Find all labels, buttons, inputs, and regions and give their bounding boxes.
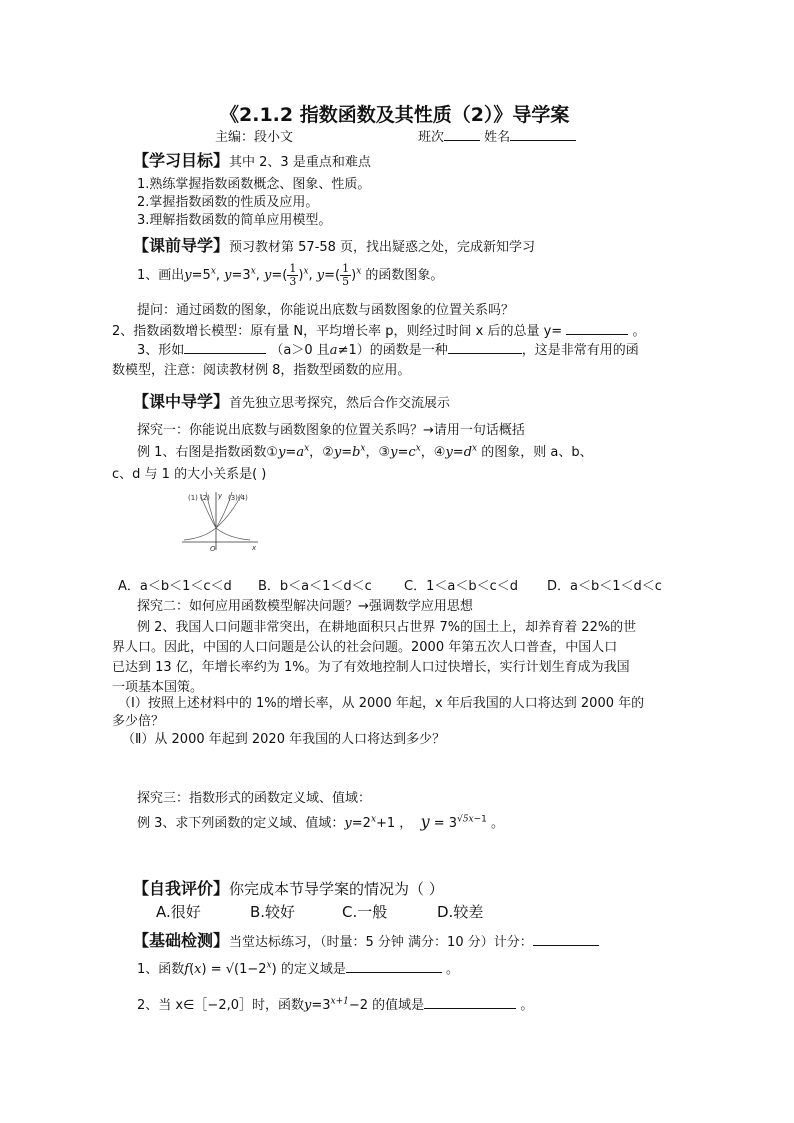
self-heading: 【自我评价】 [133,879,230,898]
explore1: 探究一：你能说出底数与函数图象的位置关系吗？→请用一句话概括 [137,423,525,438]
self-option-a[interactable]: A.很好 [156,903,201,921]
option-a[interactable]: A．a＜b＜1＜c＜d [118,579,232,594]
explore2: 探究二：如何应用函数模型解决问题？→强调数学应用思想 [137,599,473,614]
class-blank[interactable] [444,127,480,141]
q3-blank-1[interactable] [184,340,266,354]
score-blank[interactable] [533,932,599,946]
page-title: 《2.1.2 指数函数及其性质（2）》导学案 [220,104,570,126]
example1: 例 1、右图是指数函数$①y=a^x$，$②y=b^x$，$③y=c^x$，$④y=d^x$ 的图象，则 a、b、 [137,443,593,460]
pre-q1-question: 提问：通过函数的图象，你能说出底数与函数图象的位置关系吗？ [137,303,515,318]
pre-q3: 3、形如 （a＞0 且a≠1）的函数是一种 ，这是非常有用的函 [137,339,639,358]
objective-item: 2.掌握指数函数的性质及应用。 [137,195,319,210]
graph-label: (1) [188,494,198,502]
example2-line: 例 2、我国人口问题非常突出，在耕地面积只占世界 7%的国土上，却养育着 22%的世 [137,620,637,635]
pre-q1: 1、画出$y=5^x$, $y=3^x$, y=( $\frac{1}{3}$ )$^x$, y=( $\frac{1}{5}$ )$^x$ 的函数图象。 [137,262,444,288]
pre-section [133,233,535,256]
objective-item: 3.理解指数函数的简单应用模型。 [137,213,332,228]
example2-line: 界人口。因此，中国的人口问题是公认的社会问题。2000 年第五次人口普查，中国人口 [112,640,618,655]
pre-heading: 【课前导学】 [133,236,230,255]
mid-section [133,389,450,412]
graph-label: O [210,545,216,552]
self-option-d[interactable]: D.较差 [437,903,484,921]
check-q2: 2、当 x∈［−2,0］时，函数$y=3^{x+1}-2$ 的值域是 。 [137,996,534,1013]
objective-item: 1.熟练掌握指数函数概念、图象、性质。 [137,177,371,192]
header-class [418,126,576,145]
graph-label: (3)(4) [228,494,248,502]
check-q1-blank[interactable] [346,959,442,973]
check-q1: 1、函数$f(x) = √(1-2^x)$ 的定义域是 。 [137,960,459,977]
option-c[interactable]: C．1＜a＜b＜c＜d [404,579,518,594]
q3-blank-2[interactable] [448,340,522,354]
example1-cont: c、d 与 1 的大小关系是( ) [112,467,267,482]
check-note: 当堂达标练习，（时量：5 分钟 满分：10 分）计分： [229,935,533,950]
mid-heading: 【课中导学】 [133,392,230,411]
pre-q3-cont: 数模型，注意：阅读教材例 8，指数型函数的应用。 [112,363,411,378]
graph-label: y [218,492,223,500]
pre-q2: 2、指数函数增长模型：原有量 N，平均增长率 p，则经过时间 x 后的总量 y= 。 [112,320,645,339]
example2-q1: （Ⅰ）按照上述材料中的 1%的增长率，从 2000 年起，x 年后我国的人口将达到 2000 年的 [118,696,645,711]
self-option-c[interactable]: C.一般 [342,903,388,921]
header-editor: 主编：段小文 [215,130,294,145]
self-section [133,876,444,899]
class-label: 班次 [418,130,445,145]
example2-line: 已达到 13 亿，年增长率约为 1%。为了有效地控制人口过快增长，实行计划生育成为我国 [112,660,630,675]
check-q2-blank[interactable] [424,995,516,1009]
example2-q1-cont: 多少倍？ [112,714,165,729]
objectives-section [133,148,371,171]
exponential-graph [180,490,260,552]
q2-blank[interactable] [566,321,628,335]
check-section [133,928,599,951]
example2-line: 一项基本国策。 [112,680,204,695]
explore3: 探究三：指数形式的函数定义域、值域： [137,791,372,806]
mid-note: 首先独立思考探究，然后合作交流展示 [229,396,451,411]
option-b[interactable]: B．b＜a＜1＜d＜c [258,579,372,594]
name-blank[interactable] [510,127,576,141]
example2-q2: （Ⅱ）从 2000 年起到 2020 年我国的人口将达到多少？ [122,732,446,747]
pre-note: 预习教材第 57-58 页，找出疑惑之处，完成新知学习 [229,240,536,255]
graph-label: x [252,544,257,552]
self-option-b[interactable]: B.较好 [250,903,296,921]
objectives-heading: 【学习目标】 [133,151,230,170]
self-note: 你完成本节导学案的情况为（ ） [229,880,444,898]
objectives-note: 其中 2、3 是重点和难点 [229,155,371,170]
graph-label: (2) [200,494,210,502]
option-d[interactable]: D．a＜b＜1＜d＜c [547,579,662,594]
example3: 例 3、求下列函数的定义域、值域：$y=2^x+1$ ， $y = 3^{√5x-1}$ 。 [137,812,505,831]
name-label: 姓名 [484,130,511,145]
check-heading: 【基础检测】 [133,931,230,950]
